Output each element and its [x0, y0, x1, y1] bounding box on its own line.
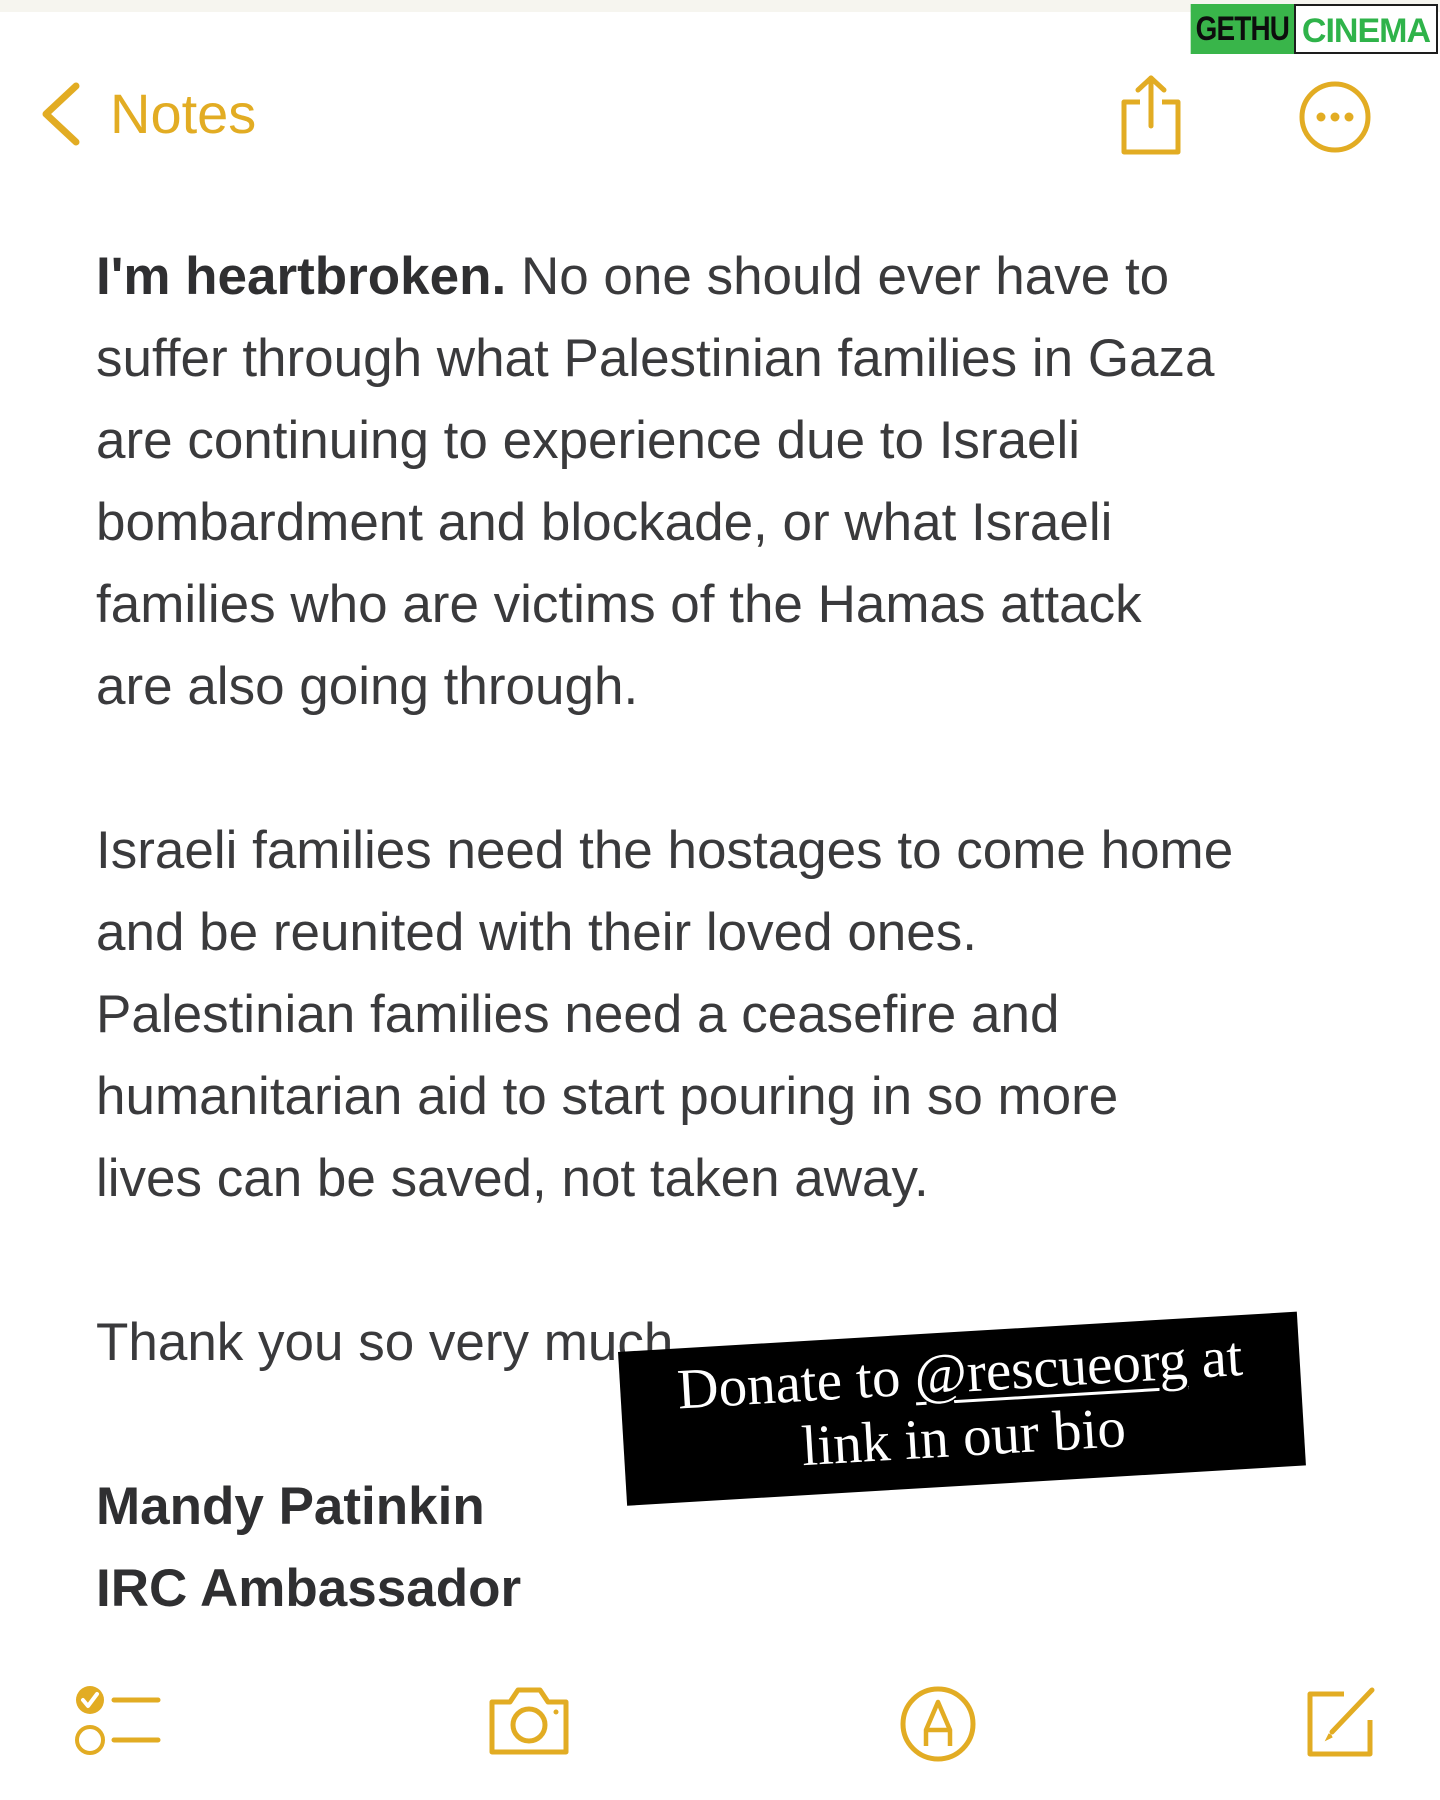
camera-icon[interactable]	[484, 1680, 574, 1760]
paragraph-1-bold-lead: I'm heartbroken.	[96, 247, 507, 306]
chevron-left-icon	[38, 80, 84, 148]
paragraph-2	[96, 810, 1376, 1220]
back-label: Notes	[110, 82, 257, 145]
paragraph-gap	[96, 1220, 1376, 1302]
compose-icon[interactable]	[1300, 1680, 1380, 1760]
sticker-suffix: at	[1185, 1325, 1245, 1392]
paragraph-1-line-1: No one should ever have to	[506, 247, 1170, 306]
signature-title: IRC Ambassador	[96, 1559, 522, 1618]
paragraph-1-line-3: are continuing to experience due to Israeli	[96, 411, 1081, 470]
paragraph-gap	[96, 728, 1376, 810]
paragraph-1-line-4: bombardment and blockade, or what Israeli	[96, 493, 1113, 552]
paragraph-2-line-1: Israeli families need the hostages to come home	[96, 821, 1234, 880]
back-button[interactable]	[38, 80, 256, 148]
rescueorg-mention-link[interactable]: @rescueorg	[912, 1328, 1189, 1408]
closing-line: Thank you so very much,	[96, 1313, 689, 1372]
sticker-line-2: link in our bio	[799, 1396, 1128, 1479]
signature-name: Mandy Patinkin	[96, 1477, 485, 1536]
paragraph-1-line-2: suffer through what Palestinian families in Gaza	[96, 329, 1215, 388]
paragraph-2-line-5: lives can be saved, not taken away.	[96, 1149, 929, 1208]
share-icon[interactable]	[1116, 74, 1186, 158]
navigation-bar	[0, 70, 1440, 160]
watermark-logo	[1168, 4, 1438, 54]
watermark-left-text: GETHU	[1191, 4, 1294, 54]
sticker-prefix: Donate to	[675, 1344, 917, 1422]
watermark-right-text: CINEMA	[1294, 4, 1438, 54]
paragraph-1-line-6: are also going through.	[96, 657, 639, 716]
paragraph-2-line-2: and be reunited with their loved ones.	[96, 903, 977, 962]
paragraph-1-line-5: families who are victims of the Hamas attack	[96, 575, 1142, 634]
markup-pen-icon[interactable]	[898, 1684, 978, 1764]
paragraph-2-line-3: Palestinian families need a ceasefire and	[96, 985, 1060, 1044]
checklist-icon[interactable]	[74, 1680, 164, 1760]
paragraph-1	[96, 236, 1376, 728]
ellipsis-circle-icon[interactable]	[1298, 80, 1372, 154]
paragraph-2-line-4: humanitarian aid to start pouring in so more	[96, 1067, 1119, 1126]
